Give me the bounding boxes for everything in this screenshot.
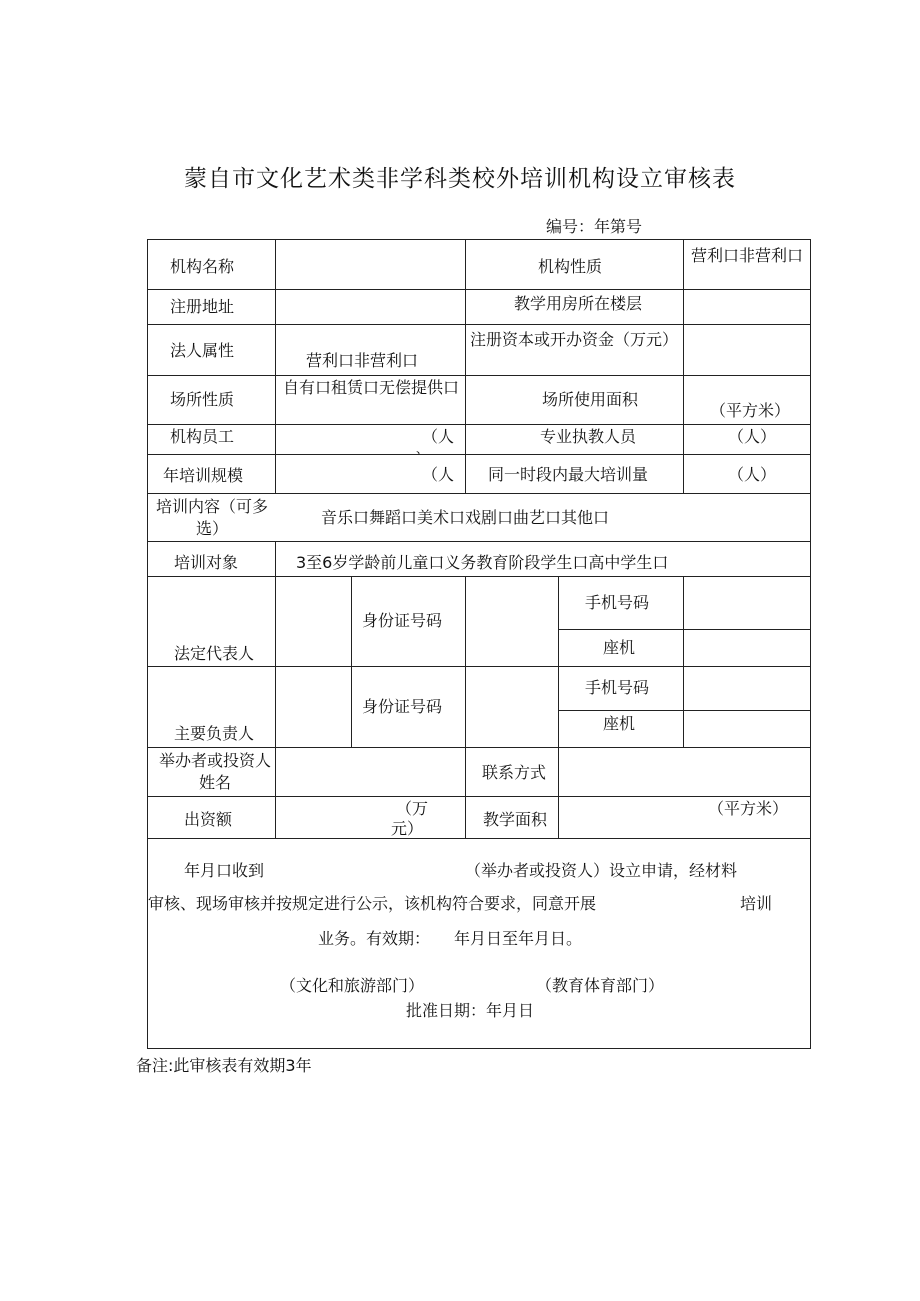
reg-address-label: 注册地址 xyxy=(170,297,235,316)
investor-field[interactable] xyxy=(278,749,464,795)
teacher-unit: （人） xyxy=(728,427,777,446)
amount-unit-a: （万 xyxy=(396,799,429,818)
document-title: 蒙自市文化艺术类非学科类校外培训机构设立审核表 xyxy=(184,166,736,192)
floor-label: 教学用房所在楼层 xyxy=(514,294,643,313)
org-name-label: 机构名称 xyxy=(170,257,235,276)
max-capacity-unit: （人） xyxy=(728,465,777,484)
principal-mobile-label: 手机号码 xyxy=(585,678,650,697)
staff-unit: （人 xyxy=(422,427,455,446)
remark-note: 备注:此审核表有效期3年 xyxy=(136,1056,312,1075)
legal-rep-landline-field[interactable] xyxy=(686,631,808,665)
legal-rep-landline-label: 座机 xyxy=(603,638,636,657)
principal-label: 主要负责人 xyxy=(174,724,255,743)
principal-landline-label: 座机 xyxy=(603,714,636,733)
staff-mark: 、 xyxy=(416,442,429,456)
principal-field[interactable] xyxy=(278,668,350,746)
teacher-label: 专业执教人员 xyxy=(540,427,637,446)
approval-line2-a: 审核、现场审核并按规定进行公示，该机构符合要求，同意开展 xyxy=(148,894,597,913)
legal-rep-label: 法定代表人 xyxy=(174,644,255,663)
amount-label: 出资额 xyxy=(184,810,233,829)
approval-line2-b: 培训 xyxy=(740,894,773,913)
venue-type-options[interactable]: 自有口租赁口无偿提供口 xyxy=(282,378,459,397)
org-name-field[interactable] xyxy=(278,240,464,288)
review-form-table xyxy=(147,239,811,1049)
legal-rep-field[interactable] xyxy=(278,578,350,664)
org-nature-label: 机构性质 xyxy=(538,257,603,276)
capital-field[interactable] xyxy=(686,325,808,374)
education-dept-label: （教育体育部门） xyxy=(536,976,665,995)
principal-mobile-field[interactable] xyxy=(686,668,808,709)
content-options[interactable]: 音乐口舞蹈口美术口戏剧口曲艺口其他口 xyxy=(321,508,610,527)
teach-area-unit: （平方米） xyxy=(708,799,789,818)
approval-line1-b: （举办者或投资人）设立申请，经材料 xyxy=(465,861,738,880)
approval-date: 批准日期：年月日 xyxy=(406,1001,535,1020)
max-capacity-label: 同一时段内最大培训量 xyxy=(488,465,649,484)
contact-label: 联系方式 xyxy=(482,763,547,782)
content-label: 培训内容（可多选） xyxy=(155,497,268,538)
teach-area-label: 教学面积 xyxy=(483,810,548,829)
approval-line1-a: 年月口收到 xyxy=(184,861,265,880)
reg-address-field[interactable] xyxy=(278,290,464,323)
venue-type-label: 场所性质 xyxy=(170,390,235,409)
venue-area-unit: （平方米） xyxy=(710,401,791,420)
annual-scale-label: 年培训规模 xyxy=(163,466,244,485)
annual-scale-unit: （人 xyxy=(422,465,455,484)
staff-label: 机构员工 xyxy=(170,427,235,446)
org-nature-options[interactable]: 营利口非营利口 xyxy=(690,246,803,265)
investor-label: 举办者或投资人姓名 xyxy=(158,751,271,792)
legal-rep-id-field[interactable] xyxy=(468,578,556,664)
legal-type-options[interactable]: 营利口非营利口 xyxy=(306,351,419,370)
principal-id-label: 身份证号码 xyxy=(362,697,443,716)
amount-unit-b: 元） xyxy=(391,819,424,838)
venue-area-label: 场所使用面积 xyxy=(542,390,639,409)
culture-dept-label: （文化和旅游部门） xyxy=(280,976,425,995)
approval-line3: 业务。有效期： 年月日至年月日。 xyxy=(318,929,583,948)
principal-landline-field[interactable] xyxy=(686,712,808,746)
legal-rep-mobile-label: 手机号码 xyxy=(585,593,650,612)
target-label: 培训对象 xyxy=(174,553,239,572)
capital-label: 注册资本或开办资金（万元） xyxy=(469,330,678,349)
floor-field[interactable] xyxy=(686,290,808,323)
contact-field[interactable] xyxy=(561,749,808,795)
legal-type-label: 法人属性 xyxy=(170,341,235,360)
target-options[interactable]: 3至6岁学龄前儿童口义务教育阶段学生口高中学生口 xyxy=(296,553,669,572)
legal-rep-id-label: 身份证号码 xyxy=(362,611,443,630)
legal-rep-mobile-field[interactable] xyxy=(686,578,808,628)
serial-number-label: 编号：年第号 xyxy=(546,217,643,236)
principal-id-field[interactable] xyxy=(468,668,556,746)
